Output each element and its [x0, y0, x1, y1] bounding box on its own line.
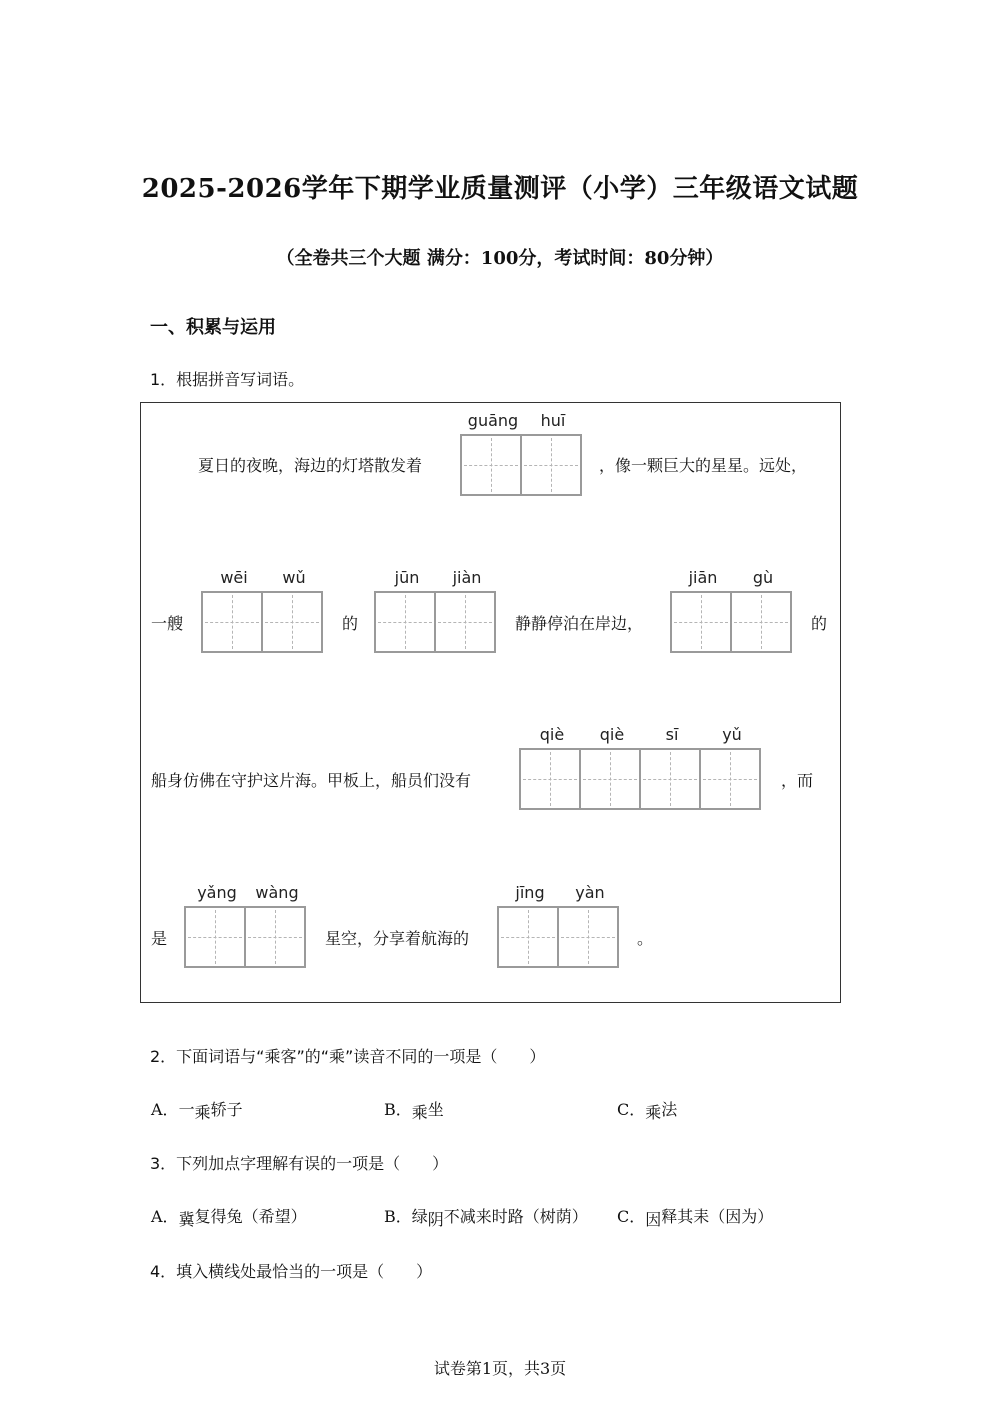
line1-text-after: ，像一颗巨大的星星。远处， — [599, 456, 808, 475]
pinyin-label: guāng — [467, 411, 519, 430]
pinyin-label: jiān — [688, 568, 718, 587]
pinyin-label: yǔ — [722, 725, 742, 744]
writing-cell[interactable] — [374, 568, 436, 653]
writing-cell[interactable] — [184, 883, 246, 968]
option-text: 坐 — [427, 1100, 444, 1119]
q2-option-c[interactable] — [617, 1097, 677, 1120]
pinyin-label: qiè — [539, 725, 565, 744]
option-text: 轿子 — [210, 1100, 243, 1119]
pinyin-label: gù — [752, 568, 774, 587]
writing-cell[interactable] — [557, 883, 619, 968]
page-footer: 试卷第1页，共3页 — [433, 1359, 567, 1378]
answer-grid-weiwu[interactable] — [201, 568, 323, 653]
option-label: A． — [151, 1100, 179, 1119]
q2-option-b[interactable] — [384, 1097, 444, 1120]
writing-cell[interactable] — [639, 725, 701, 810]
dotted-character: 乘 — [411, 1103, 428, 1122]
writing-cell[interactable] — [434, 568, 496, 653]
q3-option-c[interactable] — [617, 1204, 773, 1227]
pinyin-label: wàng — [255, 883, 299, 902]
writing-cell[interactable] — [699, 725, 761, 810]
q3-option-a[interactable] — [151, 1204, 307, 1227]
option-text: 释其耒（因为） — [661, 1207, 774, 1226]
pinyin-label: jīng — [515, 883, 545, 902]
writing-cell[interactable] — [519, 725, 581, 810]
line3-text-after: ，而 — [781, 771, 814, 790]
line2-text-start: 一艘 — [151, 614, 184, 633]
option-text: 法 — [661, 1100, 678, 1119]
answer-grid-junjian[interactable] — [374, 568, 496, 653]
dotted-character: 阴 — [427, 1210, 444, 1229]
pinyin-label: wǔ — [282, 568, 306, 587]
answer-grid-jiangu[interactable] — [670, 568, 792, 653]
writing-cell[interactable] — [460, 411, 522, 496]
answer-grid-jingyan[interactable] — [497, 883, 619, 968]
question-4-stem: 4．填入横线处最恰当的一项是（ ） — [150, 1262, 433, 1281]
line2-text-mid1: 的 — [342, 614, 359, 633]
dotted-character: 乘 — [645, 1103, 662, 1122]
section-heading: 一、积累与运用 — [150, 317, 276, 338]
option-text: 一 — [178, 1100, 195, 1119]
writing-cell[interactable] — [579, 725, 641, 810]
writing-cell[interactable] — [261, 568, 323, 653]
line2-text-end: 的 — [811, 614, 828, 633]
exam-title: 2025-2026学年下期学业质量测评（小学）三年级语文试题 — [141, 174, 859, 204]
answer-grid-guanghui[interactable] — [460, 411, 582, 496]
writing-cell[interactable] — [244, 883, 306, 968]
line4-text-mid: 星空，分享着航海的 — [325, 929, 470, 948]
pinyin-label: huī — [540, 411, 566, 430]
pinyin-label: yǎng — [197, 883, 237, 902]
writing-cell[interactable] — [497, 883, 559, 968]
option-text: 绿 — [411, 1207, 428, 1226]
answer-grid-qieqiesiyu[interactable] — [519, 725, 761, 810]
dotted-character: 因 — [645, 1210, 662, 1229]
q3-option-b[interactable] — [384, 1204, 588, 1227]
question-3-stem: 3．下列加点字理解有误的一项是（ ） — [150, 1154, 449, 1173]
option-label: B． — [384, 1100, 412, 1119]
writing-cell[interactable] — [520, 411, 582, 496]
option-text: 不减来时路（树荫） — [443, 1207, 588, 1226]
answer-grid-yangwang[interactable] — [184, 883, 306, 968]
dotted-character: 冀 — [178, 1210, 195, 1229]
writing-cell[interactable] — [201, 568, 263, 653]
exam-subtitle: （全卷共三个大题 满分：100分，考试时间：80分钟） — [276, 248, 724, 269]
pinyin-label: sī — [665, 725, 679, 744]
line4-text-end: 。 — [637, 929, 654, 948]
question-2-stem: 2．下面词语与“乘客”的“乘”读音不同的一项是（ ） — [150, 1047, 546, 1066]
writing-cell[interactable] — [670, 568, 732, 653]
dotted-character: 乘 — [194, 1103, 211, 1122]
line4-text-start: 是 — [151, 929, 168, 948]
line1-text-before: 夏日的夜晚，海边的灯塔散发着 — [198, 456, 423, 475]
option-label: C． — [617, 1100, 646, 1119]
pinyin-label: jiàn — [452, 568, 482, 587]
pinyin-label: yàn — [575, 883, 605, 902]
writing-cell[interactable] — [730, 568, 792, 653]
option-label: B． — [384, 1207, 412, 1226]
pinyin-label: jūn — [394, 568, 420, 587]
line3-text-before: 船身仿佛在守护这片海。甲板上，船员们没有 — [151, 771, 472, 790]
option-label: A． — [151, 1207, 179, 1226]
pinyin-label: qiè — [599, 725, 625, 744]
option-label: C． — [617, 1207, 646, 1226]
pinyin-label: wēi — [220, 568, 248, 587]
question-1-stem: 1．根据拼音写词语。 — [150, 370, 305, 389]
q2-option-a[interactable] — [151, 1097, 243, 1120]
line2-text-mid2: 静静停泊在岸边， — [515, 614, 644, 633]
option-text: 复得兔（希望） — [194, 1207, 307, 1226]
